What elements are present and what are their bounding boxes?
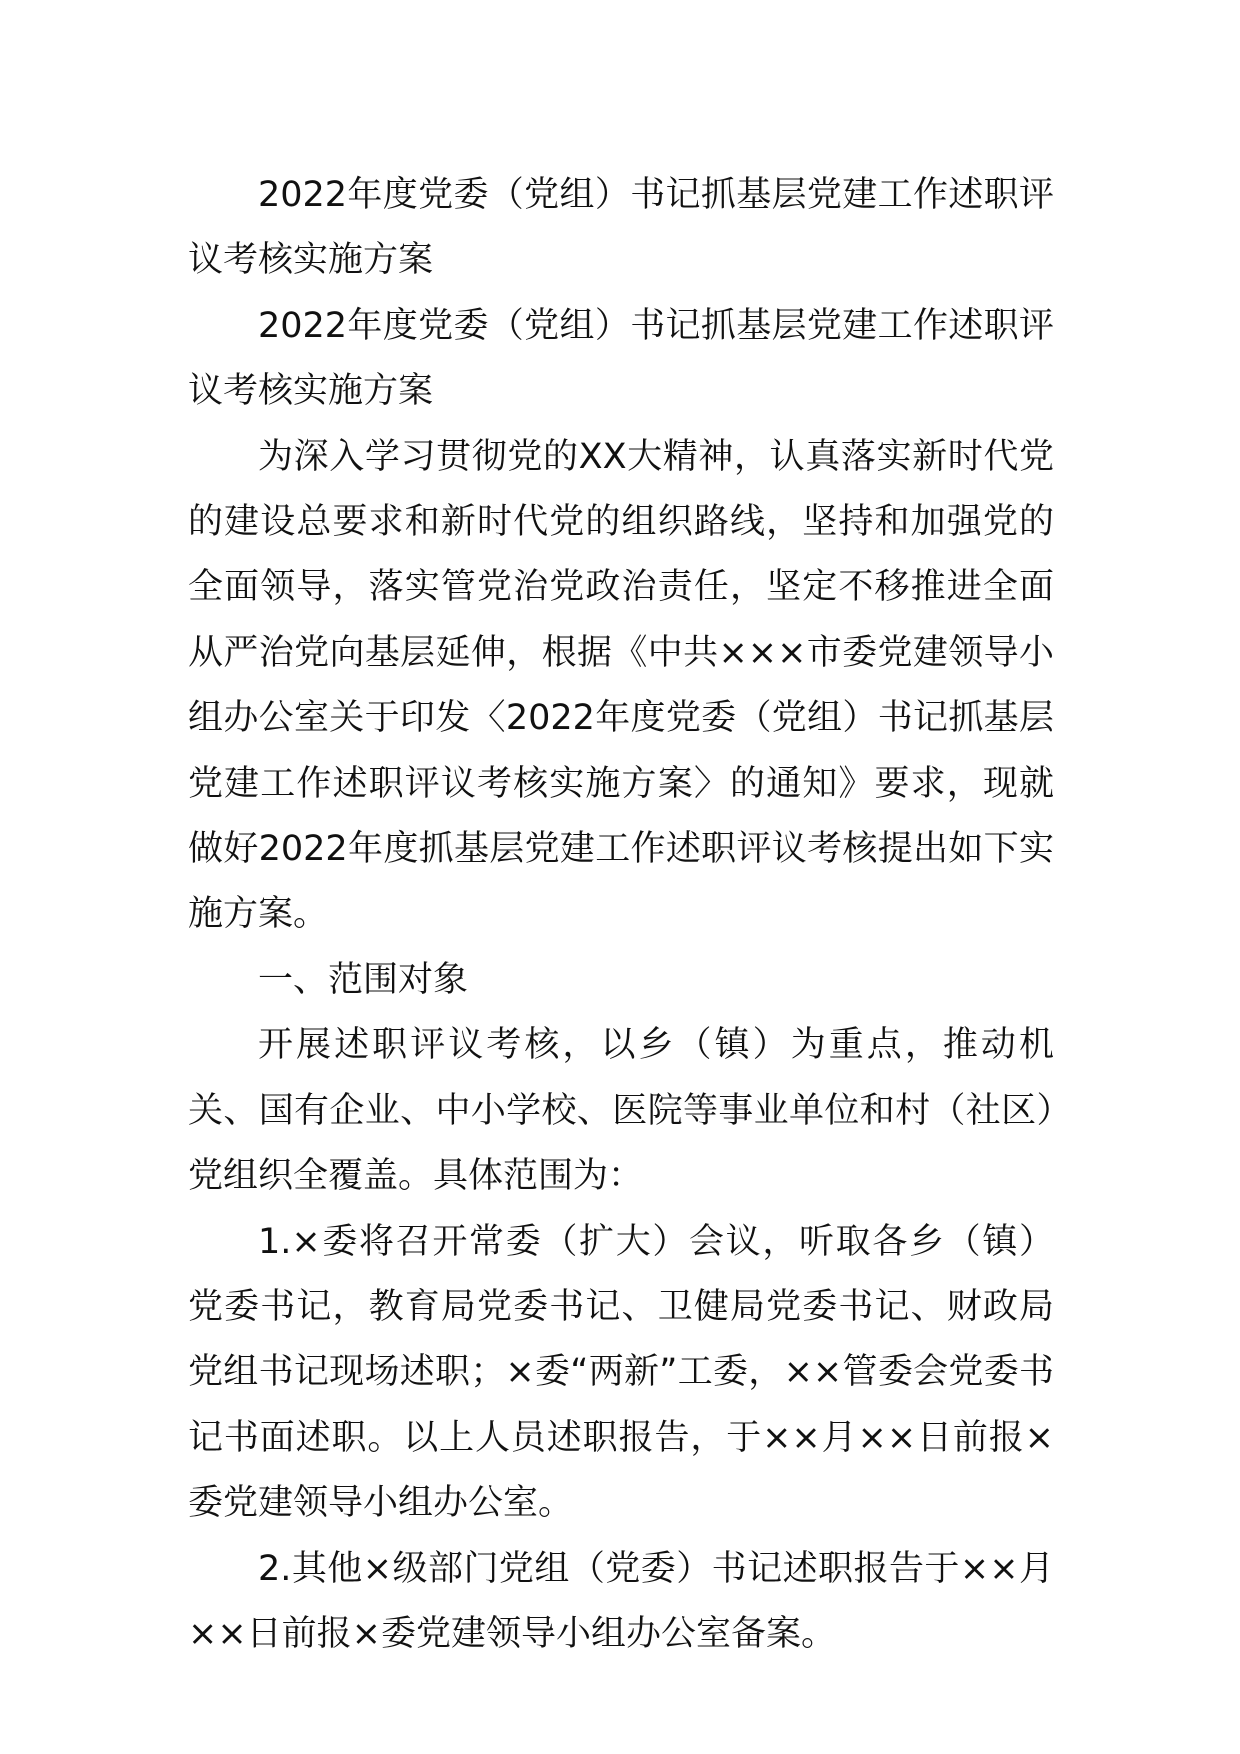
document-title: 2022年度党委（党组）书记抓基层党建工作述职评议考核实施方案	[188, 175, 1054, 281]
scope-paragraph: 开展述职评议考核，以乡（镇）为重点，推动机关、国有企业、中小学校、医院等事业单位和村（社区）党组织全覆盖。具体范围为：	[188, 1025, 1054, 1197]
scope-item-1: 1.×委将召开常委（扩大）会议，听取各乡（镇）党委书记，教育局党委书记、卫健局党委书记、财政局党组书记现场述职；×委“两新”工委，××管委会党委书记书面述职。以上人员述职报告，于××月××日前报×委党建领导小组办公室。	[188, 1221, 1054, 1524]
section-heading-scope: 一、范围对象	[258, 959, 469, 1000]
document-title-repeat: 2022年度党委（党组）书记抓基层党建工作述职评议考核实施方案	[188, 305, 1054, 412]
intro-paragraph: 为深入学习贯彻党的XX大精神，认真落实新时代党的建设总要求和新时代党的组织路线，坚持和加强党的全面领导，落实管党治党政治责任，坚定不移推进全面从严治党向基层延伸，根据《中共×××市委党建领导小组办公室关于印发〈2022年度党委（党组）书记抓基层党建工作述职评议考核实施方案〉的通知》要求，现就做好2022年度抓基层党建工作述职评议考核提出如下实施方案。	[188, 436, 1054, 935]
document-body	[188, 163, 1054, 1667]
scope-item-2: 2.其他×级部门党组（党委）书记述职报告于××月××日前报×委党建领导小组办公室备案。	[188, 1548, 1054, 1654]
